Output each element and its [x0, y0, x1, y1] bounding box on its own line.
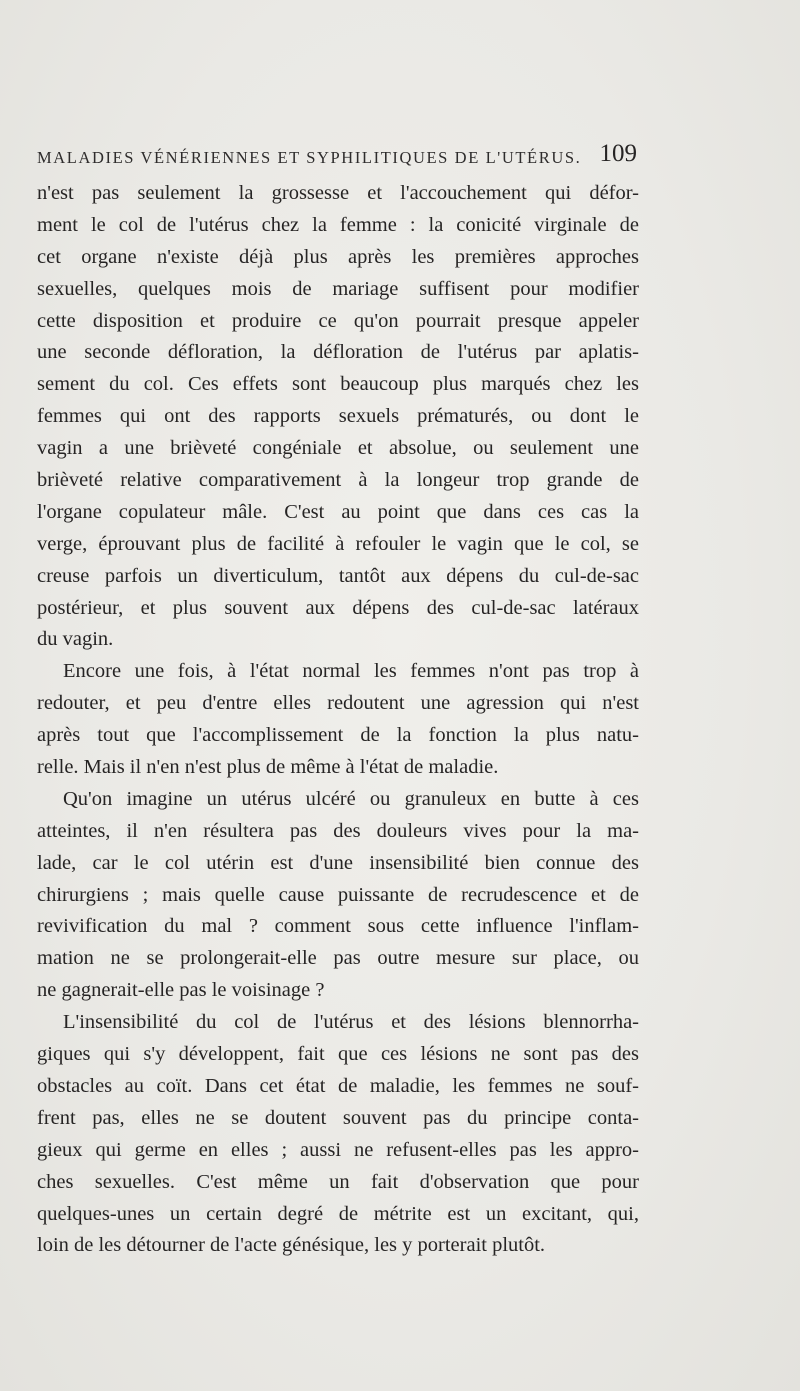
text-line: postérieur, et plus souvent aux dépens des cul-de-sac latéraux	[37, 596, 639, 619]
text-line: lade, car le col utérin est d'une insensibilité bien connue des	[37, 851, 639, 874]
paragraph-end-line: ne gagnerait-elle pas le voisinage ?	[37, 979, 325, 1002]
text-line: brièveté relative comparativement à la longeur trop grande de	[37, 469, 639, 492]
text-line: gieux qui germe en elles ; aussi ne refusent-elles pas les appro-	[37, 1138, 639, 1161]
text-line: redouter, et peu d'entre elles redoutent une agression qui n'est	[37, 692, 639, 715]
text-line: giques qui s'y développent, fait que ces lésions ne sont pas des	[37, 1043, 639, 1066]
paragraph-end-line: relle. Mais il n'en n'est plus de même à l'état de maladie.	[37, 756, 499, 779]
text-line: vagin a une brièveté congéniale et absolue, ou seulement une	[37, 437, 639, 460]
text-line: après tout que l'accomplissement de la fonction la plus natu-	[37, 724, 639, 747]
paragraph-start-line: Qu'on imagine un utérus ulcéré ou granuleux en butte à ces	[63, 787, 639, 810]
text-line: une seconde défloration, la défloration de l'utérus par aplatis-	[37, 341, 639, 364]
running-head	[37, 140, 637, 170]
text-line: revivification du mal ? comment sous cette influence l'inflam-	[37, 915, 639, 938]
text-line: quelques-unes un certain degré de métrite est un excitant, qui,	[37, 1202, 639, 1225]
text-line: cet organe n'existe déjà plus après les premières approches	[37, 245, 639, 268]
text-line: creuse parfois un diverticulum, tantôt aux dépens du cul-de-sac	[37, 564, 639, 587]
page-number: 109	[599, 140, 637, 167]
paragraph-end-line: loin de les détourner de l'acte génésique, les y porterait plutôt.	[37, 1234, 546, 1257]
text-line: l'organe copulateur mâle. C'est au point que dans ces cas la	[37, 500, 639, 523]
paragraph-end-line: du vagin.	[37, 628, 114, 651]
running-title: MALADIES VÉNÉRIENNES ET SYPHILITIQUES DE L'UTÉRUS.	[37, 148, 582, 167]
text-line: sexuelles, quelques mois de mariage suffisent pour modifier	[37, 277, 639, 300]
paragraph-start-line: L'insensibilité du col de l'utérus et des lésions blennorrha-	[63, 1011, 639, 1034]
text-line: ches sexuelles. C'est même un fait d'observation que pour	[37, 1170, 639, 1193]
paragraph-start-line: Encore une fois, à l'état normal les femmes n'ont pas trop à	[63, 660, 639, 683]
text-line: frent pas, elles ne se doutent souvent pas du principe conta-	[37, 1106, 639, 1129]
text-line: obstacles au coït. Dans cet état de maladie, les femmes ne souf-	[37, 1074, 639, 1097]
text-line: cette disposition et produire ce qu'on pourrait presque appeler	[37, 309, 639, 332]
text-line: femmes qui ont des rapports sexuels prématurés, ou dont le	[37, 405, 639, 428]
text-line: n'est pas seulement la grossesse et l'accouchement qui défor-	[37, 182, 639, 204]
text-line: verge, éprouvant plus de facilité à refouler le vagin que le col, se	[37, 532, 639, 555]
text-line: sement du col. Ces effets sont beaucoup plus marqués chez les	[37, 373, 639, 396]
text-line: chirurgiens ; mais quelle cause puissante de recrudescence et de	[37, 883, 639, 906]
text-line: mation ne se prolongerait-elle pas outre mesure sur place, ou	[37, 947, 639, 970]
text-line: ment le col de l'utérus chez la femme : la conicité virginale de	[37, 213, 639, 236]
text-line: atteintes, il n'en résultera pas des douleurs vives pour la ma-	[37, 819, 639, 842]
body-text	[37, 178, 639, 1262]
